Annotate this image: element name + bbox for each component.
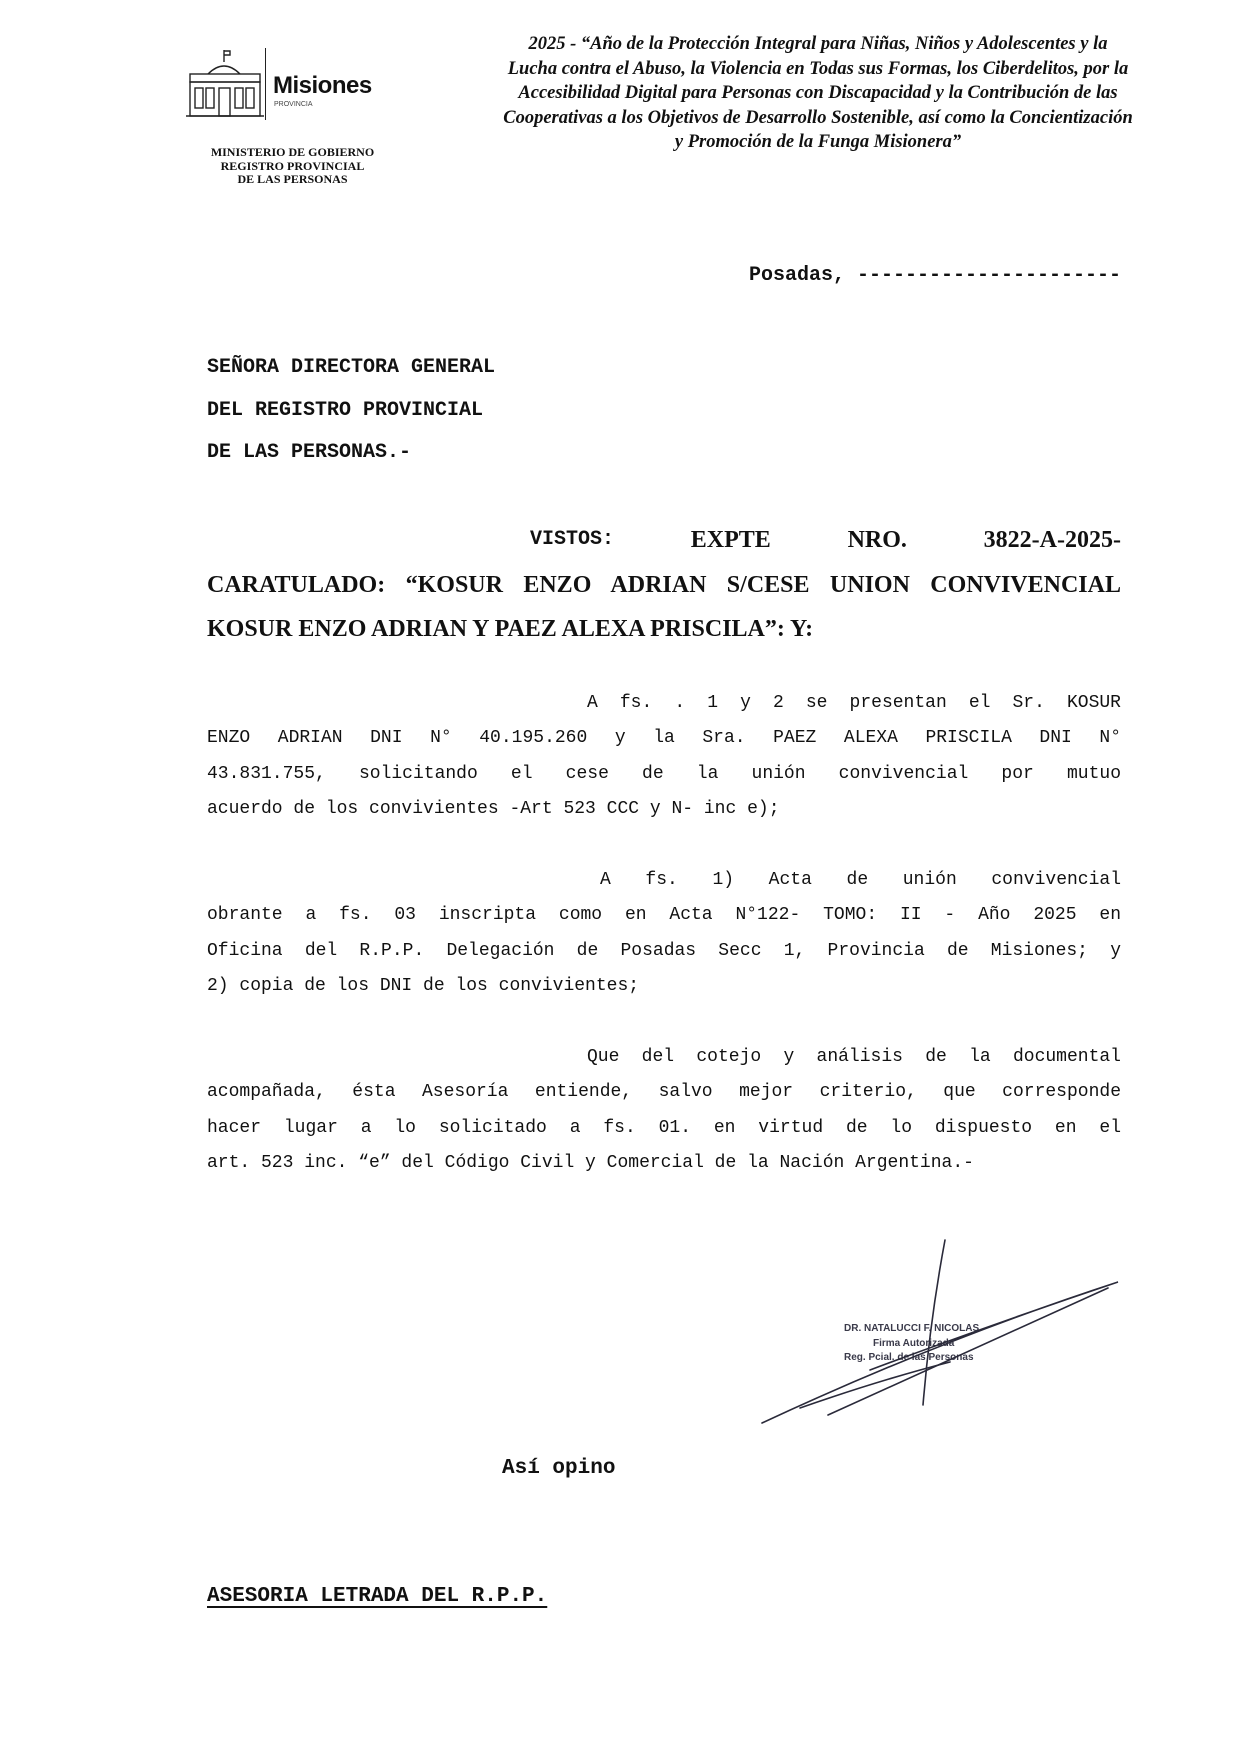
case-number-line xyxy=(207,518,1121,563)
case-reference xyxy=(207,518,1121,652)
paragraph-line: acompañada, ésta Asesoría entiende, salvo mejor criterio, que corresponde xyxy=(207,1082,1121,1103)
closing-statement: Así opino xyxy=(502,1457,616,1480)
stamp-line: DR. NATALUCCI F. NICOLAS xyxy=(844,1323,980,1334)
case-title-line: KOSUR ENZO ADRIAN Y PAEZ ALEXA PRISCILA”: Y: xyxy=(207,616,814,642)
motto-line: 2025 - “Año de la Protección Integral para Niñas, Niños y Adolescentes y la xyxy=(528,34,1108,54)
paragraph-line: 2) copia de los DNI de los convivientes; xyxy=(207,975,640,996)
addressee-line: SEÑORA DIRECTORA GENERAL xyxy=(207,356,496,379)
vistos-label: VISTOS: xyxy=(530,528,615,551)
stamp-line: Reg. Pcial. de las Personas xyxy=(844,1352,974,1363)
signature-stamp xyxy=(740,1230,1140,1450)
government-building-icon xyxy=(186,48,266,120)
ministry-line: MINISTERIO DE GOBIERNO xyxy=(210,145,375,159)
paragraph-1 xyxy=(207,686,1121,827)
ministry-line: DE LAS PERSONAS xyxy=(237,172,348,186)
place-date: Posadas, ---------------------- xyxy=(748,264,1121,287)
nro-label: NRO. xyxy=(847,527,907,553)
handwritten-signature xyxy=(740,1230,1140,1450)
paragraph-line: hacer lugar a lo solicitado a fs. 01. en virtud de lo dispuesto en el xyxy=(207,1117,1121,1138)
case-number: 3822-A-2025- xyxy=(983,527,1121,553)
case-title-line: CARATULADO: “KOSUR ENZO ADRIAN S/CESE UNION CONVIVENCIAL xyxy=(207,571,1121,598)
addressee-line: DE LAS PERSONAS.- xyxy=(207,441,412,464)
paragraph-line: A fs. 1) Acta de unión convivencial xyxy=(600,870,1121,890)
logo-subtext: PROVINCIA xyxy=(274,101,313,108)
paragraph-line: acuerdo de los convivientes -Art 523 CCC y N- inc e); xyxy=(207,798,780,819)
misiones-logo xyxy=(186,48,386,120)
motto-line: y Promoción de la Funga Misionera” xyxy=(674,132,962,153)
addressee xyxy=(207,347,495,475)
paragraph-line: 43.831.755, solicitando el cese de la unión convivencial por mutuo xyxy=(207,763,1121,784)
year-motto xyxy=(462,32,1174,155)
paragraph-line: art. 523 inc. “e” del Código Civil y Comercial de la Nación Argentina.- xyxy=(207,1152,974,1173)
motto-line: Cooperativas a los Objetivos de Desarrollo Sostenible, así como la Concientización xyxy=(503,107,1133,128)
logo-wordmark: Misiones xyxy=(273,72,372,99)
ministry-line: REGISTRO PROVINCIAL xyxy=(220,158,365,173)
addressee-line: DEL REGISTRO PROVINCIAL xyxy=(207,398,484,422)
paragraph-line: ENZO ADRIAN DNI N° 40.195.260 y la Sra. PAEZ ALEXA PRISCILA DNI N° xyxy=(207,728,1121,749)
paragraph-line: obrante a fs. 03 inscripta como en Acta N°122- TOMO: II - Año 2025 en xyxy=(207,905,1121,926)
ministry-heading xyxy=(190,146,395,187)
paragraph-line: Que del cotejo y análisis de la documental xyxy=(587,1047,1121,1067)
paragraph-line: A fs. . 1 y 2 se presentan el Sr. KOSUR xyxy=(587,693,1121,713)
motto-line: Accesibilidad Digital para Personas con Discapacidad y la Contribución de las xyxy=(518,83,1118,104)
signatory-office: ASESORIA LETRADA DEL R.P.P. xyxy=(207,1585,548,1608)
paragraph-line: Oficina del R.P.P. Delegación de Posadas Secc 1, Provincia de Misiones; y xyxy=(207,940,1121,961)
motto-line: Lucha contra el Abuso, la Violencia en Todas sus Formas, los Ciberdelitos, por la xyxy=(507,58,1129,79)
stamp-line: Firma Autorizada xyxy=(873,1338,955,1349)
expte-label: EXPTE xyxy=(690,527,771,553)
paragraph-2 xyxy=(207,863,1121,1004)
paragraph-3 xyxy=(207,1040,1121,1181)
